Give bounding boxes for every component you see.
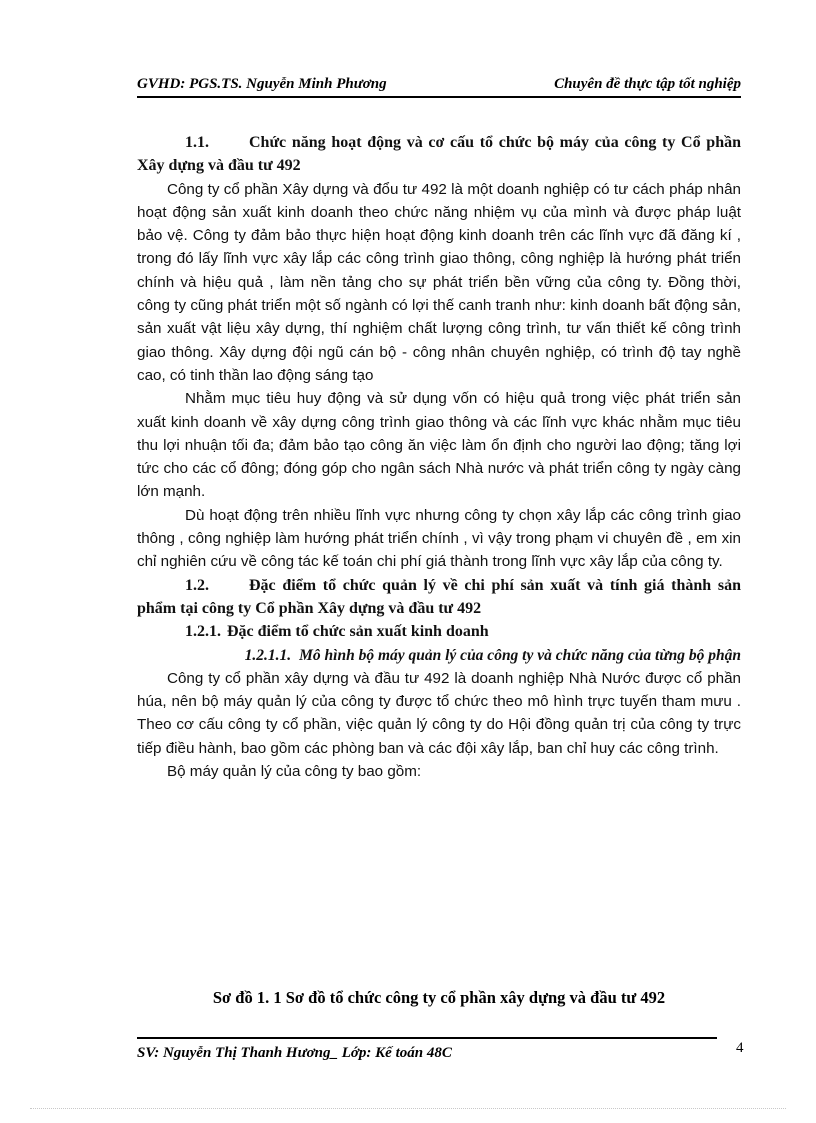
paragraph: Bộ máy quản lý của công ty bao gồm: [167, 763, 422, 781]
paragraph: Nhằm mục tiêu huy động và sử dụng vốn có hiệu quả trong việc phát triển sản xuất kinh doanh về xây dựng công trình giao thông và các lĩnh vực khác nhằm mục tiêu thu lợi nhuận tối đa; đảm bảo tạo công ăn việc làm ổn định cho người lao động; tăng lợi tức cho các cổ đông; đóng góp cho ngân sách Nhà nước và phát triển công ty ngày càng lớn mạnh. [137, 390, 741, 501]
figure-caption: Sơ đồ 1. 1 Sơ đồ tổ chức công ty cổ phần xây dựng và đầu tư 492 [212, 988, 666, 1007]
header-document-title: Chuyên đề thực tập tốt nghiệp [554, 76, 741, 92]
section-heading-1-2 [137, 574, 741, 621]
header-supervisor: GVHD: PGS.TS. Nguyễn Minh Phương [137, 76, 387, 92]
paragraph: Công ty cổ phần xây dựng và đầu tư 492 là doanh nghiệp Nhà Nước được cổ phần húa, nên bộ máy quản lý của công ty được tổ chức theo mô hình trực tuyến tham mưu . Theo cơ cấu công ty cổ phần, việc quản lý công ty do Hội đồng quản trị của công ty trực tiếp điều hành, bao gồm các phòng ban và các đội xây lắp, ban chỉ huy các công trình. [137, 669, 741, 757]
document-body [137, 131, 741, 783]
section-title: Đặc điểm tổ chức sản xuất kinh doanh [227, 623, 489, 641]
paragraph: Công ty cổ phần Xây dựng và đổu tư 492 là một doanh nghiệp có tư cách pháp nhân hoạt động sản xuất kinh doanh theo chức năng nhiệm vụ của mình và được pháp luật bảo vệ. Công ty đảm bảo thực hiện hoạt động kinh doanh trên các lĩnh vực đã đăng kí , trong đó lấy lĩnh vực xây lắp các công trình giao thông, công nghiệp là hướng phát triển chính và hiệu quả , làm nền tảng cho sự phát triển bền vững của công ty. Đồng thời, công ty cũng phát triển một số ngành có lợi thế canh tranh như: kinh doanh bất động sản, sản xuất vật liệu xây dựng, thí nghiệm chất lượng công trình, tư vấn thiết kế công trình giao thông. Xây dựng đội ngũ cán bộ - công nhân chuyên nghiệp, có trình độ tay nghề cao, có tinh thần lao động sáng tạo [137, 180, 741, 384]
page-header [137, 76, 741, 98]
footer-student: SV: Nguyễn Thị Thanh Hương_ Lớp: Kế toán 48C [137, 1045, 452, 1061]
footer-divider [137, 1037, 717, 1039]
page-boundary-divider [30, 1108, 786, 1109]
subsection-heading-1-2-1-1 [137, 644, 741, 667]
subsection-heading-1-2-1 [137, 620, 741, 643]
section-title: Chức năng hoạt động và cơ cấu tổ chức bộ máy của công ty Cổ phần Xây dựng và đầu tư 492 [137, 134, 741, 175]
section-number: 1.2.1.1. [244, 646, 292, 664]
section-number: 1.2. [185, 576, 209, 594]
section-heading-1-1 [137, 131, 741, 178]
section-title: Mô hình bộ máy quản lý của công ty và chức năng của từng bộ phận [299, 646, 741, 664]
section-number: 1.1. [185, 134, 209, 151]
section-number: 1.2.1. [185, 623, 221, 641]
section-title: Đặc điểm tổ chức quản lý về chi phí sản xuất và tính giá thành sản phẩm tại công ty Cổ phần Xây dựng và đầu tư 492 [137, 576, 741, 617]
page-number: 4 [736, 1040, 744, 1056]
paragraph: Dù hoạt động trên nhiều lĩnh vực nhưng công ty chọn xây lắp các công trình giao thông , công nghiệp làm hướng phát triển chính , vì vậy trong phạm vi chuyên đề , em xin chỉ nghiên cứu về công tác kế toán chi phí giá thành trong lĩnh vực xây lắp của công ty. [137, 506, 741, 571]
